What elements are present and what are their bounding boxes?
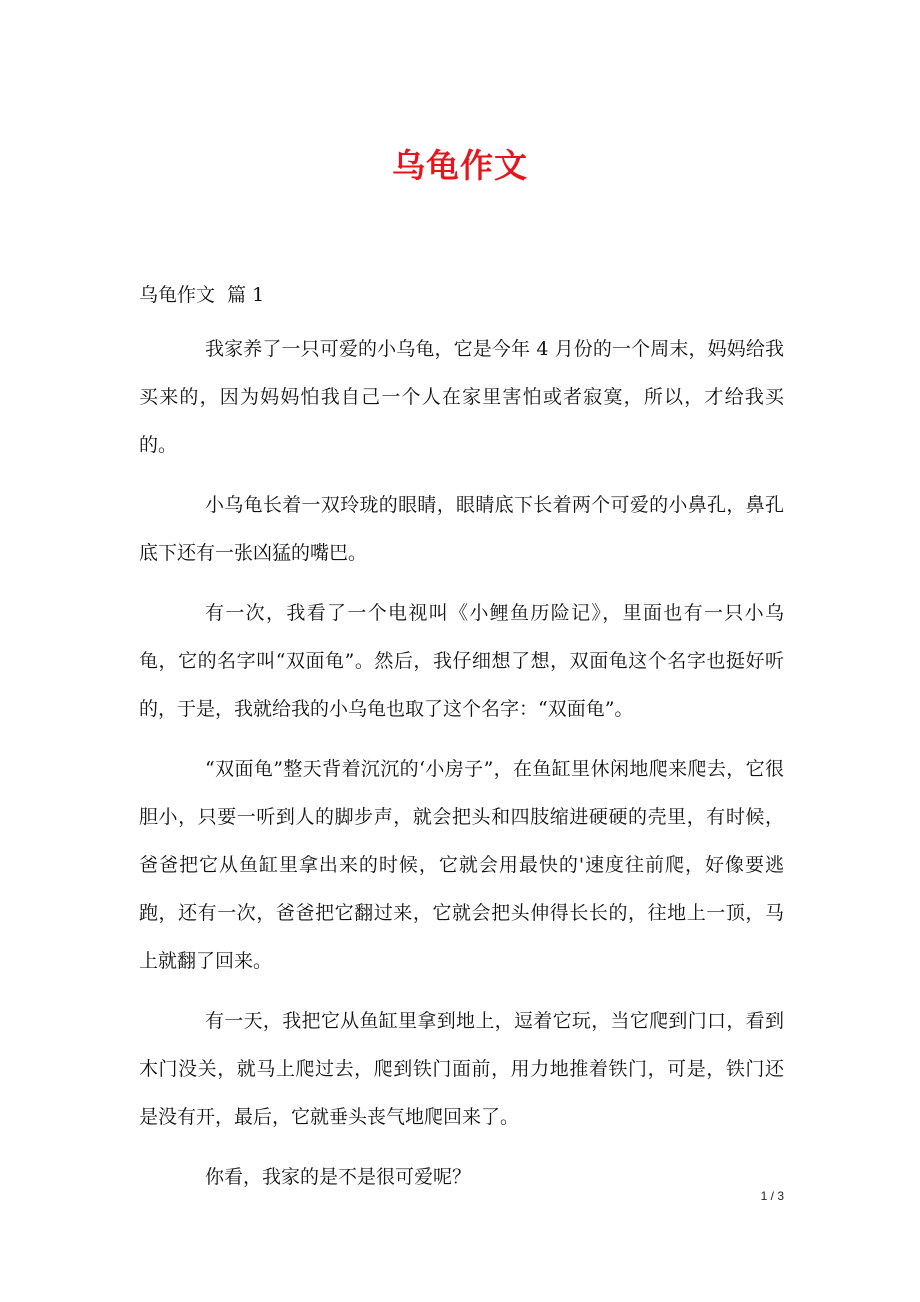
paragraph-3: 有一次，我看了一个电视叫《小鲤鱼历险记》，里面也有一只小乌龟，它的名字叫“双面龟”。然后，我仔细想了想，双面龟这个名字也挺好听的，于是，我就给我的小乌龟也取了这个名字：“双面龟”。 — [139, 602, 784, 720]
section-heading: 乌龟作文 篇 1 — [139, 284, 265, 306]
document-title: 乌龟作文 — [392, 146, 528, 185]
page-number: 1 / 3 — [760, 1189, 784, 1203]
paragraph-2: 小乌龟长着一双玲珑的眼睛，眼睛底下长着两个可爱的小鼻孔，鼻孔底下还有一张凶猛的嘴巴。 — [139, 494, 784, 564]
paragraph-5: 有一天，我把它从鱼缸里拿到地上，逗着它玩，当它爬到门口，看到木门没关，就马上爬过去，爬到铁门面前，用力地推着铁门，可是，铁门还是没有开，最后，它就垂头丧气地爬回来了。 — [139, 1010, 784, 1128]
paragraph-4: “双面龟”整天背着沉沉的‘小房子”，在鱼缸里休闲地爬来爬去，它很胆小，只要一听到人的脚步声，就会把头和四肢缩进硬硬的壳里，有时候，爸爸把它从鱼缸里拿出来的时候，它就会用最快的'速度往前爬，好像要逃跑，还有一次，爸爸把它翻过来，它就会把头伸得长长的，往地上一顶，马上就翻了回来。 — [139, 758, 784, 972]
paragraph-1: 我家养了一只可爱的小乌龟，它是今年 4 月份的一个周末，妈妈给我买来的，因为妈妈怕我自己一个人在家里害怕或者寂寞，所以，才给我买的。 — [139, 338, 784, 456]
document-body — [139, 325, 784, 1213]
paragraph-6: 你看，我家的是不是很可爱呢？ — [205, 1166, 472, 1188]
